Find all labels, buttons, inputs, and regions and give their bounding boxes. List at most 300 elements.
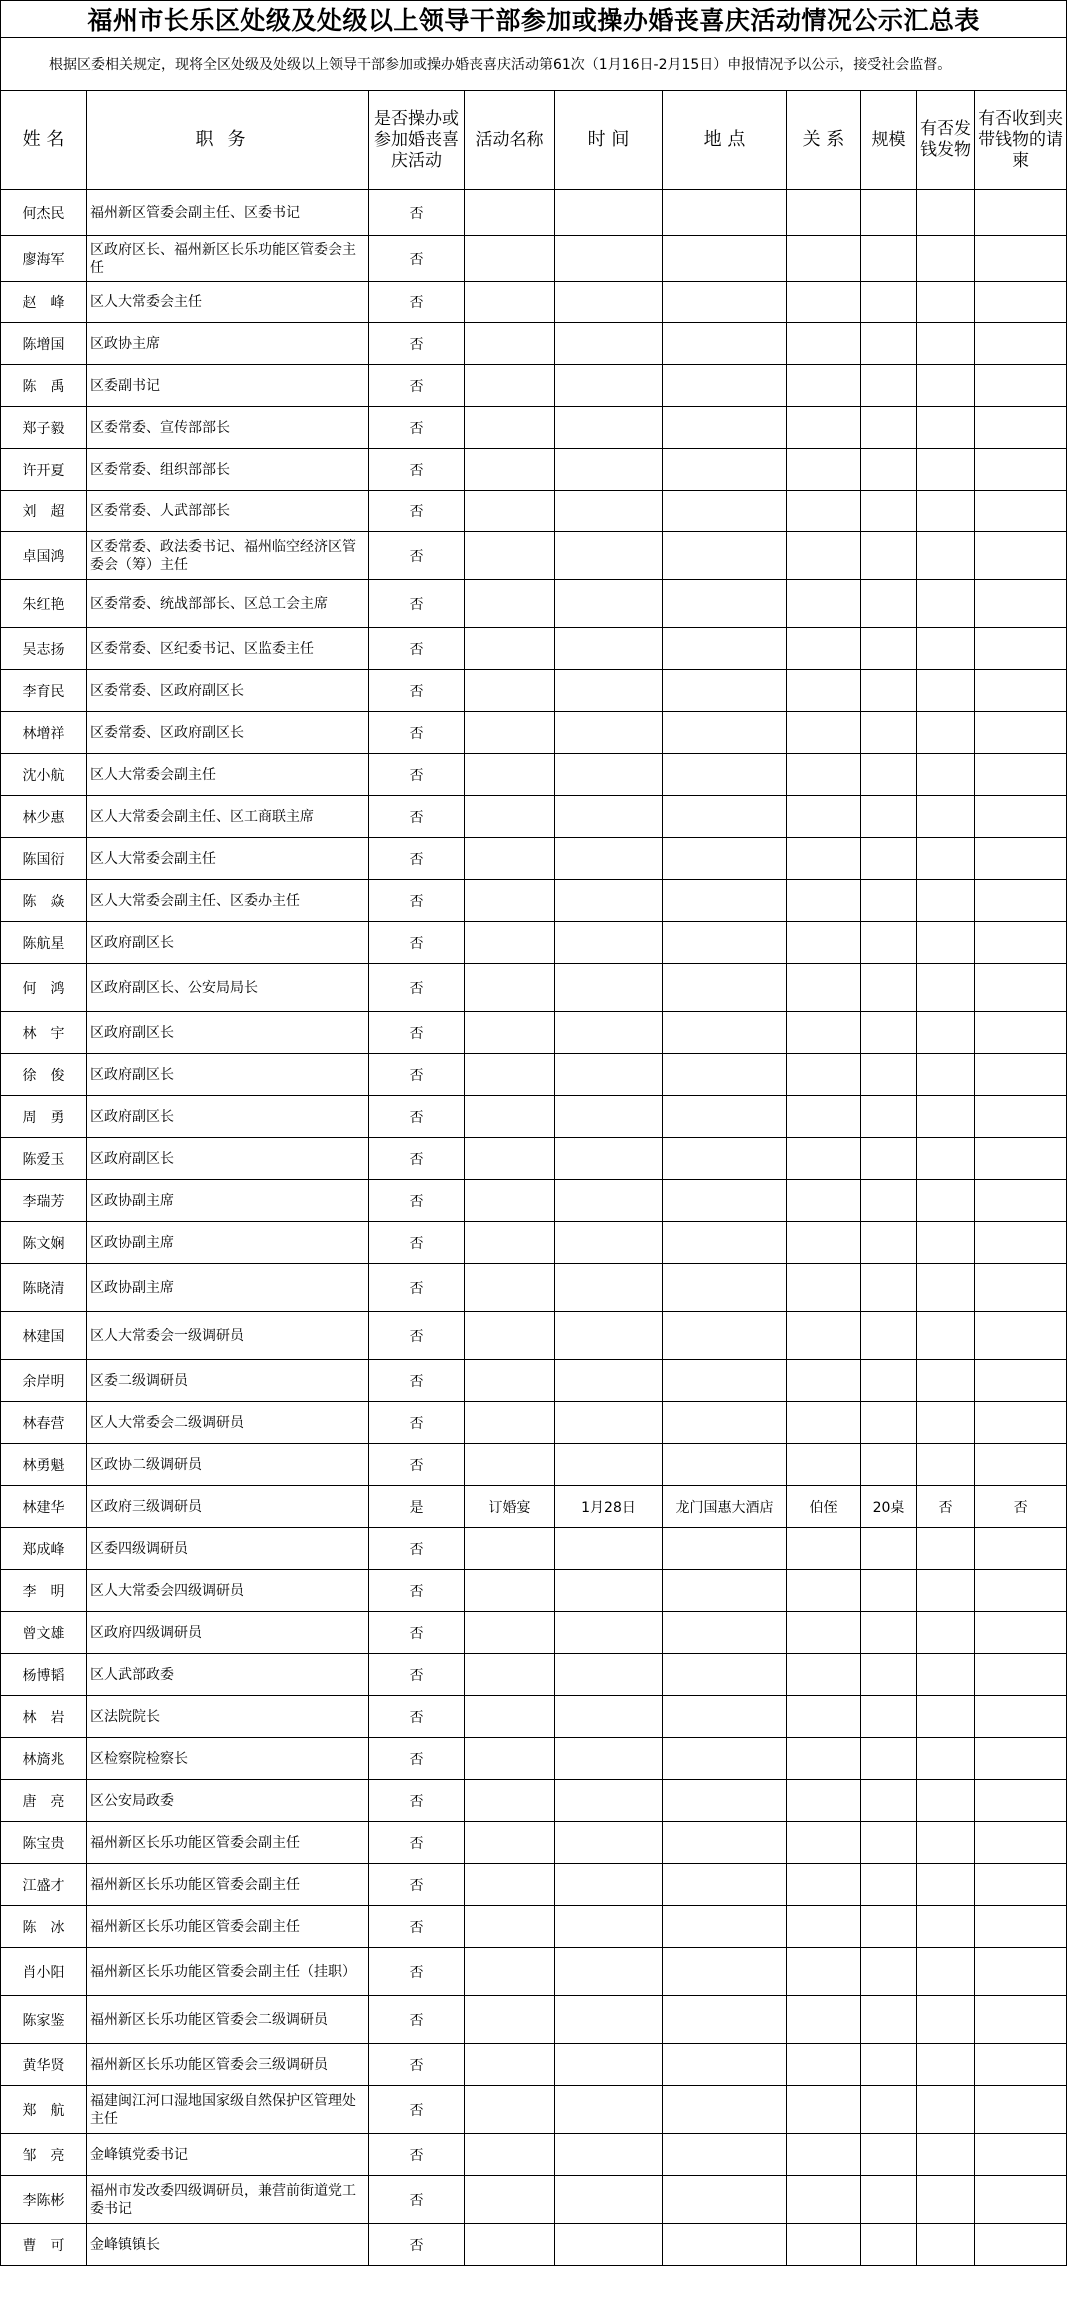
cell-activity <box>465 2176 555 2224</box>
cell-position: 区检察院检察长 <box>87 1738 369 1780</box>
cell-name: 郑子毅 <box>1 407 87 449</box>
cell-scale <box>861 1012 917 1054</box>
cell-name: 曾文雄 <box>1 1612 87 1654</box>
header-cash-invitation: 有否收到夹带钱物的请柬 <box>975 91 1067 190</box>
cell-activity <box>465 2224 555 2266</box>
cell-relation <box>787 1138 861 1180</box>
cell-relation <box>787 2044 861 2086</box>
cell-scale <box>861 1570 917 1612</box>
table-row <box>1 1264 1067 1312</box>
table-row <box>1 532 1067 580</box>
cell-scale <box>861 1612 917 1654</box>
cell-activity <box>465 1054 555 1096</box>
cell-time <box>555 1180 663 1222</box>
cell-gift-money <box>917 1780 975 1822</box>
cell-place <box>663 1222 787 1264</box>
cell-time <box>555 1444 663 1486</box>
cell-time <box>555 1360 663 1402</box>
cell-activity <box>465 1138 555 1180</box>
table-row <box>1 1996 1067 2044</box>
cell-involved: 否 <box>369 922 465 964</box>
cell-relation <box>787 2176 861 2224</box>
cell-name: 余岸明 <box>1 1360 87 1402</box>
cell-position: 区政府副区长 <box>87 1012 369 1054</box>
cell-position: 福州新区管委会副主任、区委书记 <box>87 190 369 236</box>
cell-involved: 否 <box>369 2134 465 2176</box>
cell-place <box>663 236 787 282</box>
cell-position: 区政协副主席 <box>87 1180 369 1222</box>
cell-activity <box>465 1402 555 1444</box>
cell-activity <box>465 1570 555 1612</box>
cell-involved: 否 <box>369 532 465 580</box>
table-row <box>1 964 1067 1012</box>
cell-involved: 否 <box>369 407 465 449</box>
cell-activity <box>465 1612 555 1654</box>
cell-gift-money <box>917 580 975 628</box>
cell-place <box>663 1054 787 1096</box>
cell-cash-invitation <box>975 1312 1067 1360</box>
cell-name: 林增祥 <box>1 712 87 754</box>
cell-place <box>663 1822 787 1864</box>
cell-name: 陈爱玉 <box>1 1138 87 1180</box>
cell-activity <box>465 1996 555 2044</box>
cell-relation <box>787 964 861 1012</box>
cell-cash-invitation <box>975 1780 1067 1822</box>
table-row <box>1 754 1067 796</box>
cell-cash-invitation <box>975 1822 1067 1864</box>
cell-cash-invitation <box>975 2134 1067 2176</box>
cell-scale <box>861 1996 917 2044</box>
cell-activity <box>465 754 555 796</box>
cell-cash-invitation <box>975 2176 1067 2224</box>
table-row <box>1 880 1067 922</box>
cell-involved: 否 <box>369 1864 465 1906</box>
cell-name: 林少惠 <box>1 796 87 838</box>
cell-involved: 否 <box>369 964 465 1012</box>
cell-gift-money <box>917 838 975 880</box>
cell-time <box>555 2224 663 2266</box>
table-row <box>1 1906 1067 1948</box>
cell-relation <box>787 1738 861 1780</box>
cell-position: 区人武部政委 <box>87 1654 369 1696</box>
cell-relation <box>787 323 861 365</box>
table-row <box>1 2224 1067 2266</box>
cell-scale <box>861 1654 917 1696</box>
header-place: 地 点 <box>663 91 787 190</box>
cell-position: 区政府副区长 <box>87 1054 369 1096</box>
cell-time <box>555 449 663 491</box>
cell-relation <box>787 628 861 670</box>
cell-involved: 否 <box>369 1996 465 2044</box>
table-row <box>1 670 1067 712</box>
cell-scale <box>861 1738 917 1780</box>
cell-time <box>555 1054 663 1096</box>
cell-relation <box>787 1402 861 1444</box>
cell-name: 陈国衍 <box>1 838 87 880</box>
cell-scale <box>861 1138 917 1180</box>
table-row <box>1 2134 1067 2176</box>
cell-name: 林建国 <box>1 1312 87 1360</box>
sheet-title: 福州市长乐区处级及处级以上领导干部参加或操办婚丧喜庆活动情况公示汇总表 <box>1 1 1067 38</box>
cell-scale <box>861 1360 917 1402</box>
cell-gift-money <box>917 1312 975 1360</box>
cell-involved: 否 <box>369 1906 465 1948</box>
cell-gift-money <box>917 628 975 670</box>
cell-cash-invitation <box>975 1996 1067 2044</box>
cell-scale <box>861 1180 917 1222</box>
cell-name: 朱红艳 <box>1 580 87 628</box>
cell-time <box>555 2176 663 2224</box>
cell-gift-money <box>917 1444 975 1486</box>
cell-involved: 是 <box>369 1486 465 1528</box>
cell-time <box>555 838 663 880</box>
cell-scale <box>861 1222 917 1264</box>
cell-involved: 否 <box>369 2176 465 2224</box>
table-row <box>1 1222 1067 1264</box>
cell-time <box>555 712 663 754</box>
cell-position: 区委副书记 <box>87 365 369 407</box>
cell-place <box>663 491 787 532</box>
cell-cash-invitation <box>975 449 1067 491</box>
cell-involved: 否 <box>369 1360 465 1402</box>
cell-position: 区委常委、宣传部部长 <box>87 407 369 449</box>
cell-cash-invitation <box>975 2044 1067 2086</box>
cell-name: 陈 禹 <box>1 365 87 407</box>
cell-gift-money <box>917 2176 975 2224</box>
cell-activity <box>465 2044 555 2086</box>
cell-involved: 否 <box>369 1822 465 1864</box>
cell-involved: 否 <box>369 365 465 407</box>
cell-time <box>555 1654 663 1696</box>
cell-relation <box>787 1612 861 1654</box>
cell-scale <box>861 190 917 236</box>
cell-time <box>555 670 663 712</box>
header-time: 时 间 <box>555 91 663 190</box>
cell-involved: 否 <box>369 491 465 532</box>
cell-gift-money <box>917 1360 975 1402</box>
cell-position: 区人大常委会副主任 <box>87 838 369 880</box>
cell-cash-invitation <box>975 964 1067 1012</box>
cell-place <box>663 1696 787 1738</box>
cell-relation <box>787 236 861 282</box>
cell-time <box>555 628 663 670</box>
cell-activity <box>465 1012 555 1054</box>
cell-cash-invitation <box>975 1444 1067 1486</box>
table-row <box>1 2044 1067 2086</box>
cell-position: 福州新区长乐功能区管委会二级调研员 <box>87 1996 369 2044</box>
table-row <box>1 712 1067 754</box>
cell-activity <box>465 1864 555 1906</box>
cell-involved: 否 <box>369 2044 465 2086</box>
cell-scale <box>861 1696 917 1738</box>
cell-relation <box>787 2134 861 2176</box>
cell-gift-money <box>917 407 975 449</box>
cell-activity <box>465 1696 555 1738</box>
cell-activity <box>465 838 555 880</box>
cell-time <box>555 1612 663 1654</box>
cell-name: 卓国鸿 <box>1 532 87 580</box>
cell-cash-invitation <box>975 754 1067 796</box>
cell-involved: 否 <box>369 323 465 365</box>
cell-relation <box>787 1654 861 1696</box>
table-row <box>1 580 1067 628</box>
cell-name: 林建华 <box>1 1486 87 1528</box>
cell-gift-money <box>917 1948 975 1996</box>
cell-scale <box>861 449 917 491</box>
table-row <box>1 1444 1067 1486</box>
cell-gift-money <box>917 1012 975 1054</box>
cell-involved: 否 <box>369 1264 465 1312</box>
cell-time <box>555 1012 663 1054</box>
cell-time <box>555 754 663 796</box>
cell-activity <box>465 712 555 754</box>
cell-name: 陈宝贵 <box>1 1822 87 1864</box>
cell-place <box>663 1312 787 1360</box>
cell-time <box>555 1696 663 1738</box>
table-row <box>1 2086 1067 2134</box>
cell-gift-money: 否 <box>917 1486 975 1528</box>
cell-involved: 否 <box>369 449 465 491</box>
cell-scale <box>861 365 917 407</box>
cell-cash-invitation <box>975 1180 1067 1222</box>
cell-time <box>555 1138 663 1180</box>
cell-scale <box>861 1822 917 1864</box>
cell-relation <box>787 365 861 407</box>
cell-time <box>555 1222 663 1264</box>
cell-activity <box>465 1096 555 1138</box>
cell-place <box>663 2086 787 2134</box>
cell-time <box>555 796 663 838</box>
cell-name: 郑 航 <box>1 2086 87 2134</box>
cell-time <box>555 236 663 282</box>
cell-scale <box>861 712 917 754</box>
cell-involved: 否 <box>369 838 465 880</box>
cell-involved: 否 <box>369 236 465 282</box>
cell-time <box>555 365 663 407</box>
table-row <box>1 365 1067 407</box>
cell-relation <box>787 1780 861 1822</box>
cell-place <box>663 712 787 754</box>
cell-time <box>555 1096 663 1138</box>
cell-relation <box>787 1696 861 1738</box>
cell-scale <box>861 922 917 964</box>
cell-relation <box>787 880 861 922</box>
cell-relation <box>787 922 861 964</box>
cell-name: 陈晓清 <box>1 1264 87 1312</box>
cell-position: 区政府副区长 <box>87 1138 369 1180</box>
cell-scale <box>861 491 917 532</box>
cell-involved: 否 <box>369 880 465 922</box>
cell-position: 金峰镇镇长 <box>87 2224 369 2266</box>
cell-position: 区政府副区长 <box>87 922 369 964</box>
cell-name: 杨博韬 <box>1 1654 87 1696</box>
cell-name: 陈 冰 <box>1 1906 87 1948</box>
cell-involved: 否 <box>369 1528 465 1570</box>
table-row <box>1 838 1067 880</box>
cell-activity <box>465 796 555 838</box>
cell-cash-invitation <box>975 1654 1067 1696</box>
cell-time <box>555 964 663 1012</box>
cell-place <box>663 1264 787 1312</box>
cell-involved: 否 <box>369 1948 465 1996</box>
cell-scale <box>861 1528 917 1570</box>
header-gift-money: 有否发钱发物 <box>917 91 975 190</box>
cell-cash-invitation <box>975 922 1067 964</box>
cell-name: 何 鸿 <box>1 964 87 1012</box>
cell-involved: 否 <box>369 1054 465 1096</box>
cell-activity <box>465 1360 555 1402</box>
cell-name: 赵 峰 <box>1 282 87 323</box>
cell-time <box>555 1402 663 1444</box>
cell-position: 区政协二级调研员 <box>87 1444 369 1486</box>
cell-place <box>663 1570 787 1612</box>
cell-place <box>663 796 787 838</box>
cell-activity <box>465 1822 555 1864</box>
cell-name: 陈文娴 <box>1 1222 87 1264</box>
cell-gift-money <box>917 190 975 236</box>
cell-relation: 伯侄 <box>787 1486 861 1528</box>
cell-gift-money <box>917 532 975 580</box>
cell-position: 区政协副主席 <box>87 1264 369 1312</box>
header-scale: 规模 <box>861 91 917 190</box>
cell-name: 李育民 <box>1 670 87 712</box>
cell-scale <box>861 1444 917 1486</box>
cell-time <box>555 1312 663 1360</box>
cell-cash-invitation: 否 <box>975 1486 1067 1528</box>
cell-place <box>663 532 787 580</box>
cell-place <box>663 628 787 670</box>
cell-activity <box>465 2086 555 2134</box>
cell-gift-money <box>917 1822 975 1864</box>
cell-cash-invitation <box>975 796 1067 838</box>
table-row <box>1 1570 1067 1612</box>
cell-activity <box>465 964 555 1012</box>
cell-cash-invitation <box>975 365 1067 407</box>
cell-position: 区委常委、组织部部长 <box>87 449 369 491</box>
cell-relation <box>787 1864 861 1906</box>
cell-gift-money <box>917 1096 975 1138</box>
cell-involved: 否 <box>369 580 465 628</box>
cell-name: 吴志扬 <box>1 628 87 670</box>
cell-relation <box>787 712 861 754</box>
table-row <box>1 407 1067 449</box>
cell-name: 何杰民 <box>1 190 87 236</box>
cell-involved: 否 <box>369 1312 465 1360</box>
table-row <box>1 236 1067 282</box>
cell-cash-invitation <box>975 712 1067 754</box>
cell-relation <box>787 532 861 580</box>
cell-time <box>555 407 663 449</box>
cell-gift-money <box>917 1054 975 1096</box>
cell-place <box>663 1402 787 1444</box>
table-row <box>1 628 1067 670</box>
table-row <box>1 1696 1067 1738</box>
cell-time <box>555 880 663 922</box>
cell-scale <box>861 282 917 323</box>
cell-position: 区政府三级调研员 <box>87 1486 369 1528</box>
cell-gift-money <box>917 1402 975 1444</box>
cell-involved: 否 <box>369 628 465 670</box>
cell-name: 沈小航 <box>1 754 87 796</box>
cell-time <box>555 1780 663 1822</box>
cell-activity <box>465 323 555 365</box>
cell-cash-invitation <box>975 628 1067 670</box>
cell-gift-money <box>917 2224 975 2266</box>
cell-scale <box>861 964 917 1012</box>
cell-cash-invitation <box>975 838 1067 880</box>
cell-place <box>663 1948 787 1996</box>
cell-relation <box>787 1948 861 1996</box>
cell-cash-invitation <box>975 1264 1067 1312</box>
cell-activity <box>465 407 555 449</box>
cell-cash-invitation <box>975 1096 1067 1138</box>
cell-place <box>663 964 787 1012</box>
cell-place <box>663 323 787 365</box>
cell-activity <box>465 1222 555 1264</box>
cell-position: 区人大常委会四级调研员 <box>87 1570 369 1612</box>
cell-position: 福建闽江河口湿地国家级自然保护区管理处主任 <box>87 2086 369 2134</box>
cell-name: 李 明 <box>1 1570 87 1612</box>
header-position: 职务 <box>87 91 369 190</box>
header-activity: 活动名称 <box>465 91 555 190</box>
cell-position: 区政府副区长 <box>87 1096 369 1138</box>
cell-name: 曹 可 <box>1 2224 87 2266</box>
cell-position: 区政协主席 <box>87 323 369 365</box>
cell-relation <box>787 838 861 880</box>
cell-involved: 否 <box>369 1012 465 1054</box>
cell-scale <box>861 1948 917 1996</box>
cell-involved: 否 <box>369 1222 465 1264</box>
table-row <box>1 1486 1067 1528</box>
table-row <box>1 1312 1067 1360</box>
cell-cash-invitation <box>975 1570 1067 1612</box>
table-row <box>1 1180 1067 1222</box>
cell-position: 福州新区长乐功能区管委会副主任 <box>87 1822 369 1864</box>
cell-involved: 否 <box>369 670 465 712</box>
cell-place <box>663 1138 787 1180</box>
header-relation: 关 系 <box>787 91 861 190</box>
cell-name: 陈 焱 <box>1 880 87 922</box>
cell-relation <box>787 491 861 532</box>
cell-cash-invitation <box>975 1402 1067 1444</box>
cell-activity <box>465 532 555 580</box>
table-body <box>1 190 1067 2266</box>
cell-activity <box>465 2134 555 2176</box>
cell-time <box>555 580 663 628</box>
cell-relation <box>787 1012 861 1054</box>
cell-scale <box>861 2044 917 2086</box>
cell-cash-invitation <box>975 1138 1067 1180</box>
cell-involved: 否 <box>369 1696 465 1738</box>
cell-cash-invitation <box>975 670 1067 712</box>
cell-position: 区人大常委会一级调研员 <box>87 1312 369 1360</box>
cell-cash-invitation <box>975 1906 1067 1948</box>
cell-scale <box>861 838 917 880</box>
cell-name: 周 勇 <box>1 1096 87 1138</box>
cell-position: 金峰镇党委书记 <box>87 2134 369 2176</box>
cell-name: 肖小阳 <box>1 1948 87 1996</box>
cell-position: 区委常委、人武部部长 <box>87 491 369 532</box>
table-row <box>1 1012 1067 1054</box>
cell-scale <box>861 1264 917 1312</box>
cell-place <box>663 407 787 449</box>
cell-involved: 否 <box>369 754 465 796</box>
cell-cash-invitation <box>975 190 1067 236</box>
cell-position: 福州新区长乐功能区管委会三级调研员 <box>87 2044 369 2086</box>
cell-cash-invitation <box>975 323 1067 365</box>
cell-position: 区委二级调研员 <box>87 1360 369 1402</box>
cell-place <box>663 1654 787 1696</box>
